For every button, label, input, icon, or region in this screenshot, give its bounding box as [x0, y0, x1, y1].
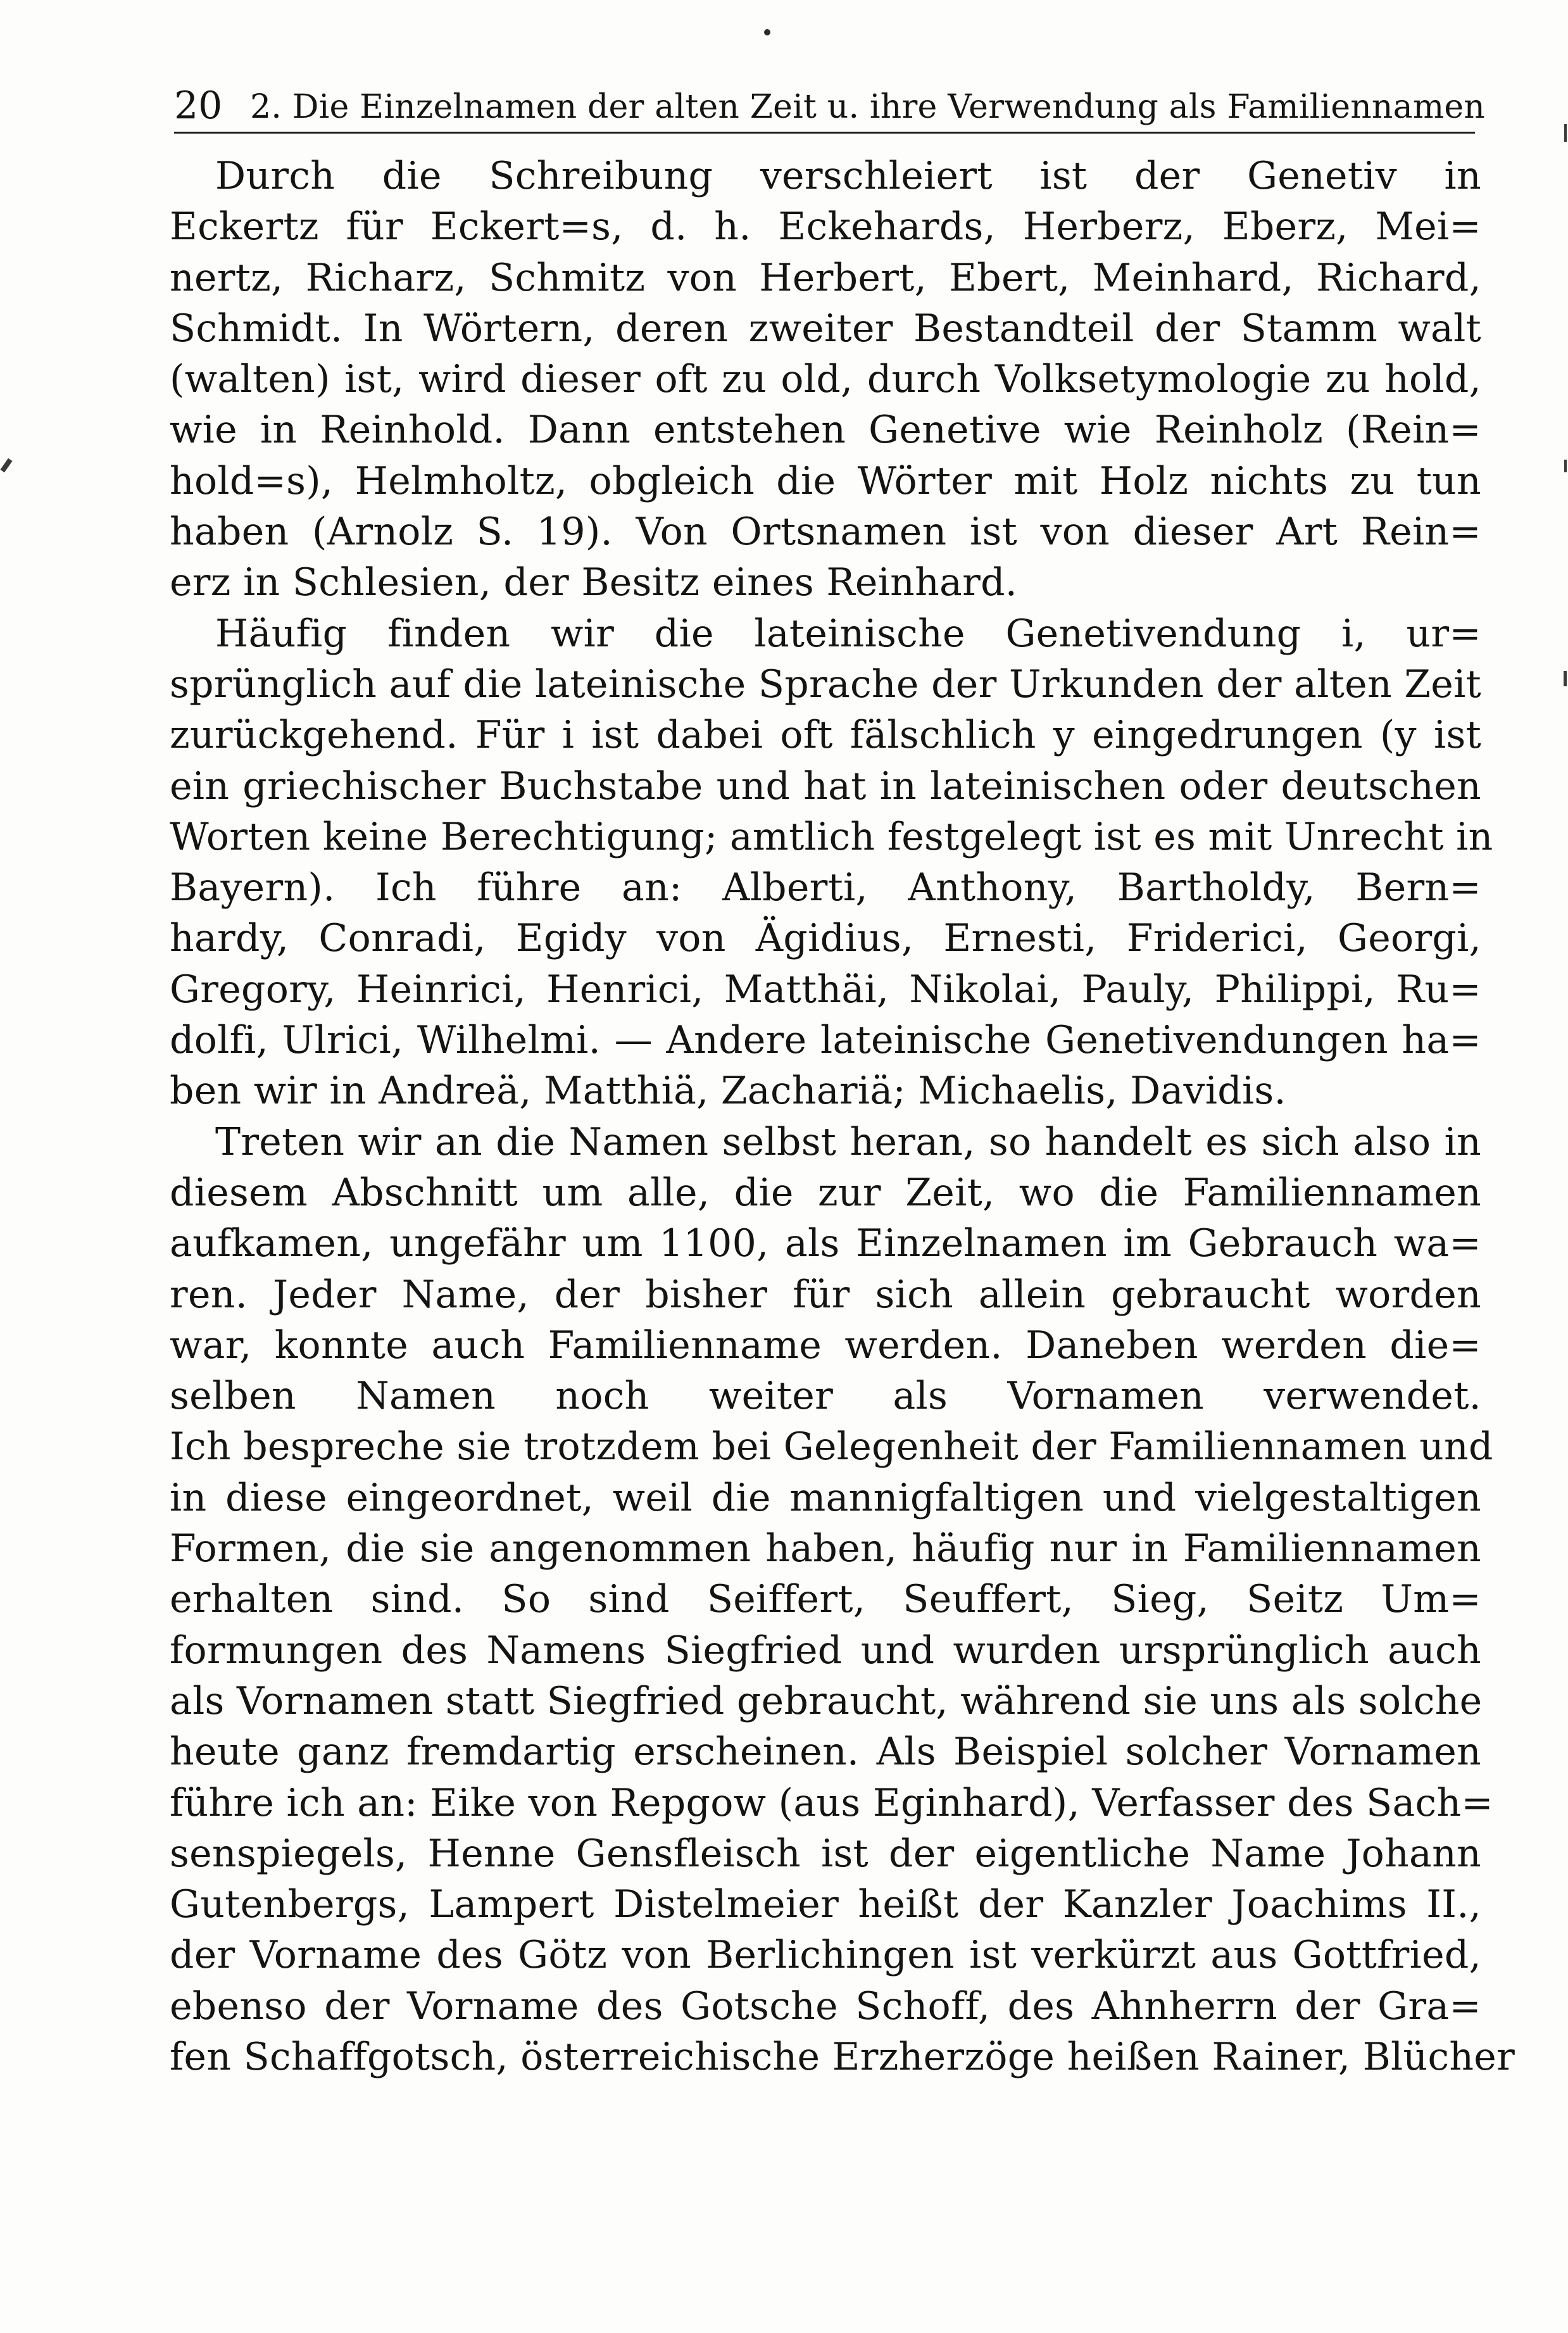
edge-speck-icon — [1564, 671, 1567, 686]
text-line: fen Schaffgotsch, österreichische Erzherzöge heißen Rainer, Blücher — [170, 2034, 1515, 2079]
running-title: 2. Die Einzelnamen der alten Zeit u. ihre Verwendung als Familiennamen — [250, 88, 1485, 126]
text-line: zurückgehend. Für i ist dabei oft fälschlich y eingedrungen (y ist — [170, 713, 1481, 758]
text-line: hardy, Conradi, Egidy von Ägidius, Ernesti, Friderici, Georgi, — [170, 916, 1481, 961]
running-header — [174, 75, 1485, 133]
text-line: erz in Schlesien, der Besitz eines Reinhard. — [170, 560, 1018, 605]
text-line: Gutenbergs, Lampert Distelmeier heißt der Kanzler Joachims II., — [170, 1882, 1481, 1927]
text-line: führe ich an: Eike von Repgow (aus Eginhard), Verfasser des Sach= — [170, 1780, 1493, 1825]
text-line: Worten keine Berechtigung; amtlich festgelegt ist es mit Unrecht in — [170, 814, 1493, 859]
text-line: Durch die Schreibung verschleiert ist der Genetiv in — [215, 154, 1481, 198]
text-line: Treten wir an die Namen selbst heran, so handelt es sich also in — [215, 1119, 1481, 1164]
header-rule — [174, 132, 1475, 134]
text-line: ben wir in Andreä, Matthiä, Zachariä; Michaelis, Davidis. — [170, 1069, 1286, 1114]
text-line: Gregory, Heinrici, Henrici, Matthäi, Nikolai, Pauly, Philippi, Ru= — [170, 967, 1481, 1012]
body-text — [170, 151, 1515, 2082]
text-line: heute ganz fremdartig erscheinen. Als Beispiel solcher Vornamen — [170, 1730, 1481, 1775]
text-line: ren. Jeder Name, der bisher für sich allein gebraucht worden — [170, 1272, 1481, 1317]
text-line: haben (Arnolz S. 19). Von Ortsnamen ist von dieser Art Rein= — [170, 510, 1481, 555]
text-line: sprünglich auf die lateinische Sprache der Urkunden der alten Zeit — [170, 662, 1481, 707]
text-line: ebenso der Vorname des Gotsche Schoff, des Ahnherrn der Gra= — [170, 1984, 1481, 2028]
text-line: Ich bespreche sie trotzdem bei Gelegenheit der Familiennamen und — [170, 1424, 1493, 1469]
text-line: Schmidt. In Wörtern, deren zweiter Bestandteil der Stamm walt — [170, 306, 1481, 351]
edge-speck-icon — [1564, 124, 1567, 142]
text-line: (walten) ist, wird dieser oft zu old, durch Volksetymologie zu hold, — [170, 357, 1481, 402]
edge-speck-icon — [1564, 460, 1567, 472]
text-line: Häufig finden wir die lateinische Genetivendung i, ur= — [215, 611, 1481, 656]
text-line: senspiegels, Henne Gensfleisch ist der eigentliche Name Johann — [170, 1831, 1481, 1876]
page-number: 20 — [174, 84, 223, 128]
text-line: ein griechischer Buchstabe und hat in lateinischen oder deutschen — [170, 764, 1481, 808]
text-line: Bayern). Ich führe an: Alberti, Anthony, Bartholdy, Bern= — [170, 865, 1481, 910]
text-line: diesem Abschnitt um alle, die zur Zeit, wo die Familiennamen — [170, 1170, 1481, 1215]
text-line: formungen des Namens Siegfried und wurden ursprünglich auch — [170, 1628, 1481, 1673]
text-line: war, konnte auch Familienname werden. Daneben werden die= — [170, 1323, 1481, 1368]
text-line: aufkamen, ungefähr um 1100, als Einzelnamen im Gebrauch wa= — [170, 1221, 1481, 1266]
text-line: in diese eingeordnet, weil die mannigfaltigen und vielgestaltigen — [170, 1475, 1481, 1520]
text-line: Eckertz für Eckert=s, d. h. Eckehards, Herberz, Eberz, Mei= — [170, 204, 1481, 249]
text-line: der Vorname des Götz von Berlichingen ist verkürzt aus Gottfried, — [170, 1933, 1481, 1978]
text-line: erhalten sind. So sind Seiffert, Seuffert, Sieg, Seitz Um= — [170, 1577, 1481, 1622]
text-line: wie in Reinhold. Dann entstehen Genetive wie Reinholz (Rein= — [170, 408, 1481, 453]
text-line: Formen, die sie angenommen haben, häufig nur in Familiennamen — [170, 1526, 1481, 1571]
text-line: dolfi, Ulrici, Wilhelmi. — Andere lateinische Genetivendungen ha= — [170, 1018, 1481, 1063]
text-line: nertz, Richarz, Schmitz von Herbert, Ebert, Meinhard, Richard, — [170, 255, 1481, 300]
text-line: als Vornamen statt Siegfried gebraucht, während sie uns als solche — [170, 1678, 1483, 1723]
text-line: selben Namen noch weiter als Vornamen verwendet. — [170, 1374, 1481, 1419]
dot-mark-icon — [764, 29, 770, 35]
text-line: hold=s), Helmholtz, obgleich die Wörter mit Holz nichts zu tun — [170, 458, 1481, 503]
edge-speck-icon — [0, 458, 12, 473]
